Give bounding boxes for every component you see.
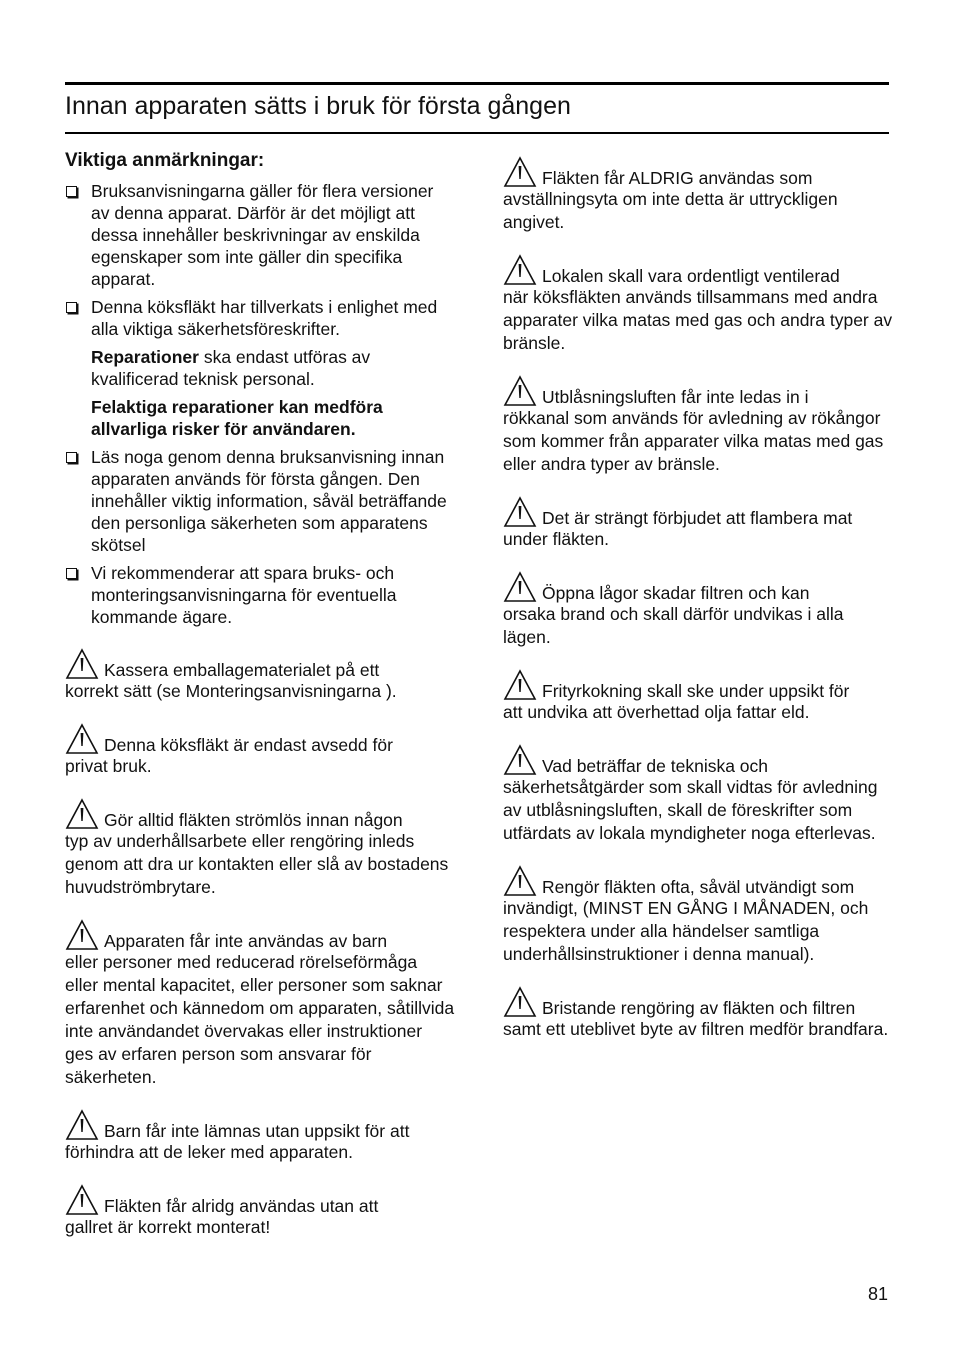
warning-item bbox=[503, 571, 893, 649]
warning-text-first-line: Frityrkokning skall ske under uppsikt för bbox=[542, 681, 850, 701]
warning-text: typ av underhållsarbete eller rengöring inleds genom att dra ur kontakten eller slå av bostadens huvudströmbrytare. bbox=[65, 831, 449, 897]
warning-head bbox=[503, 986, 893, 1018]
warning-text: gallret är korrekt monterat! bbox=[65, 1217, 271, 1237]
warning-text-first-line: Bristande rengöring av fläkten och filtren bbox=[542, 998, 856, 1018]
checkbox-bullet-icon bbox=[66, 452, 77, 463]
warning-item bbox=[503, 744, 893, 845]
warning-item bbox=[65, 648, 455, 703]
warning-text-first-line: Fläkten får alridg användas utan att bbox=[104, 1196, 379, 1216]
warning-text: under fläkten. bbox=[503, 529, 610, 549]
warning-item bbox=[65, 723, 455, 778]
warning-triangle-icon bbox=[503, 744, 537, 776]
warning-head bbox=[65, 919, 455, 951]
list-item: Denna köksfläkt har tillverkats i enlighet med alla viktiga säkerhetsföreskrifter. bbox=[65, 296, 455, 340]
warning-triangle-icon bbox=[503, 156, 537, 188]
right-column bbox=[503, 156, 893, 1041]
warning-text: privat bruk. bbox=[65, 756, 152, 776]
warning-triangle-icon bbox=[503, 865, 537, 897]
warning-text-first-line: Barn får inte lämnas utan uppsikt för att bbox=[104, 1121, 410, 1141]
warning-text-first-line: Rengör fläkten ofta, såväl utvändigt som bbox=[542, 877, 855, 897]
warning-triangle-icon bbox=[65, 1109, 99, 1141]
warning-text: korrekt sätt (se Monteringsanvisningarna ). bbox=[65, 681, 397, 701]
warning-triangle-icon bbox=[503, 496, 537, 528]
warning-head bbox=[65, 648, 455, 680]
warning-item bbox=[503, 254, 893, 355]
warning-text-first-line: Det är strängt förbjudet att flambera mat bbox=[542, 508, 853, 528]
warning-item bbox=[503, 156, 893, 234]
warning-text: eller personer med reducerad rörelseförmåga eller mental kapacitet, eller personer som saknar erfarenhet och kännedom om apparaten, såtillvida inte användandet övervakas eller instruktioner ges av erfaren person som ansvarar för säkerheten. bbox=[65, 952, 455, 1087]
section-heading: Viktiga anmärkningar: bbox=[65, 150, 265, 171]
warning-head bbox=[65, 723, 455, 755]
warning-text-first-line: Utblåsningsluften får inte ledas in i bbox=[542, 387, 809, 407]
checkbox-bullet-icon bbox=[66, 302, 77, 313]
list-item: Vi rekommenderar att spara bruks- och monteringsanvisningarna för eventuella kommande ägare. bbox=[65, 562, 455, 628]
warning-head bbox=[503, 156, 893, 188]
warning-triangle-icon bbox=[503, 375, 537, 407]
repair-warning: Felaktiga reparationer kan medföra allvarliga risker för användaren. bbox=[91, 397, 383, 439]
warning-text-first-line: Öppna lågor skadar filtren och kan bbox=[542, 583, 810, 603]
warning-triangle-icon bbox=[65, 723, 99, 755]
warning-triangle-icon bbox=[503, 254, 537, 286]
warning-item bbox=[65, 1109, 455, 1164]
warning-item bbox=[65, 1184, 455, 1239]
warning-head bbox=[503, 496, 893, 528]
warning-head bbox=[503, 744, 893, 776]
warning-item bbox=[65, 798, 455, 899]
warning-triangle-icon bbox=[65, 919, 99, 951]
warning-triangle-icon bbox=[503, 986, 537, 1018]
warning-text: samt ett uteblivet byte av filtren medför brandfara. bbox=[503, 1019, 889, 1039]
left-column bbox=[65, 148, 455, 1239]
right-warnings-list bbox=[503, 156, 893, 1041]
checkbox-bullet-icon bbox=[66, 568, 77, 579]
warning-item bbox=[65, 919, 455, 1089]
warning-triangle-icon bbox=[503, 669, 537, 701]
header-bottom-rule bbox=[65, 132, 889, 134]
warning-head bbox=[65, 798, 455, 830]
warning-triangle-icon bbox=[503, 571, 537, 603]
warning-item bbox=[503, 375, 893, 476]
warning-text-first-line: Kassera emballagematerialet på ett bbox=[104, 660, 380, 680]
repair-bold: Reparationer bbox=[91, 347, 199, 367]
warning-text-first-line: Denna köksfläkt är endast avsedd för bbox=[104, 735, 393, 755]
warning-head bbox=[503, 375, 893, 407]
warning-triangle-icon bbox=[65, 798, 99, 830]
warning-text-first-line: Lokalen skall vara ordentligt ventilerad bbox=[542, 266, 840, 286]
warning-item bbox=[503, 865, 893, 966]
list-item: Bruksanvisningarna gäller för flera versioner av denna apparat. Därför är det möjligt att dessa innehåller beskrivningar av enskilda egenskaper som inte gäller din specifika apparat. bbox=[65, 180, 455, 290]
warning-text: rökkanal som används för avledning av rökångor som kommer från apparater vilka matas med gas eller andra typer av bränsle. bbox=[503, 408, 884, 474]
page-number: 81 bbox=[867, 1284, 888, 1304]
warning-item bbox=[503, 669, 893, 724]
warning-text-first-line: Fläkten får ALDRIG användas som bbox=[542, 168, 813, 188]
warning-text-first-line: Apparaten får inte användas av barn bbox=[104, 931, 388, 951]
warning-text: invändigt, (MINST EN GÅNG I MÅNADEN, och respektera under alla händelser samtliga underhållsinstruktioner i denna manual). bbox=[503, 898, 869, 964]
warning-head bbox=[503, 571, 893, 603]
warning-text: säkerhetsåtgärder som skall vidtas för avledning av utblåsningsluften, skall de föreskrifter som utfärdats av lokala myndigheter noga efterlevas. bbox=[503, 777, 878, 843]
page-title: Innan apparaten sätts i bruk för första gången bbox=[65, 92, 571, 120]
warning-text: förhindra att de leker med apparaten. bbox=[65, 1142, 353, 1162]
warning-head bbox=[65, 1109, 455, 1141]
warning-triangle-icon bbox=[65, 1184, 99, 1216]
warning-text-first-line: Vad beträffar de tekniska och bbox=[542, 756, 769, 776]
checkbox-bullet-icon bbox=[66, 186, 77, 197]
header-top-rule bbox=[65, 82, 889, 85]
warning-head bbox=[503, 865, 893, 897]
warning-text: när köksfläkten används tillsammans med andra apparater vilka matas med gas och andra typer av bränsle. bbox=[503, 287, 893, 353]
warning-text: avställningsyta om inte detta är uttryckligen angivet. bbox=[503, 189, 838, 232]
warning-head bbox=[503, 669, 893, 701]
warning-text: orsaka brand och skall därför undvikas i alla lägen. bbox=[503, 604, 844, 647]
warning-item bbox=[503, 986, 893, 1041]
warning-head bbox=[503, 254, 893, 286]
warning-triangle-icon bbox=[65, 648, 99, 680]
repair-note bbox=[65, 346, 455, 390]
warning-item bbox=[503, 496, 893, 551]
list-item: Läs noga genom denna bruksanvisning innan apparaten används för första gången. Den innehåller viktig information, såväl beträffande den personliga säkerheten som apparatens skötsel bbox=[65, 446, 455, 556]
left-warnings-list bbox=[65, 648, 455, 1239]
warning-text: att undvika att överhettad olja fattar eld. bbox=[503, 702, 810, 722]
repair-text: ska endast utföras av kvalificerad teknisk personal. bbox=[91, 347, 371, 389]
warning-head bbox=[65, 1184, 455, 1216]
warning-text-first-line: Gör alltid fläkten strömlös innan någon bbox=[104, 810, 403, 830]
